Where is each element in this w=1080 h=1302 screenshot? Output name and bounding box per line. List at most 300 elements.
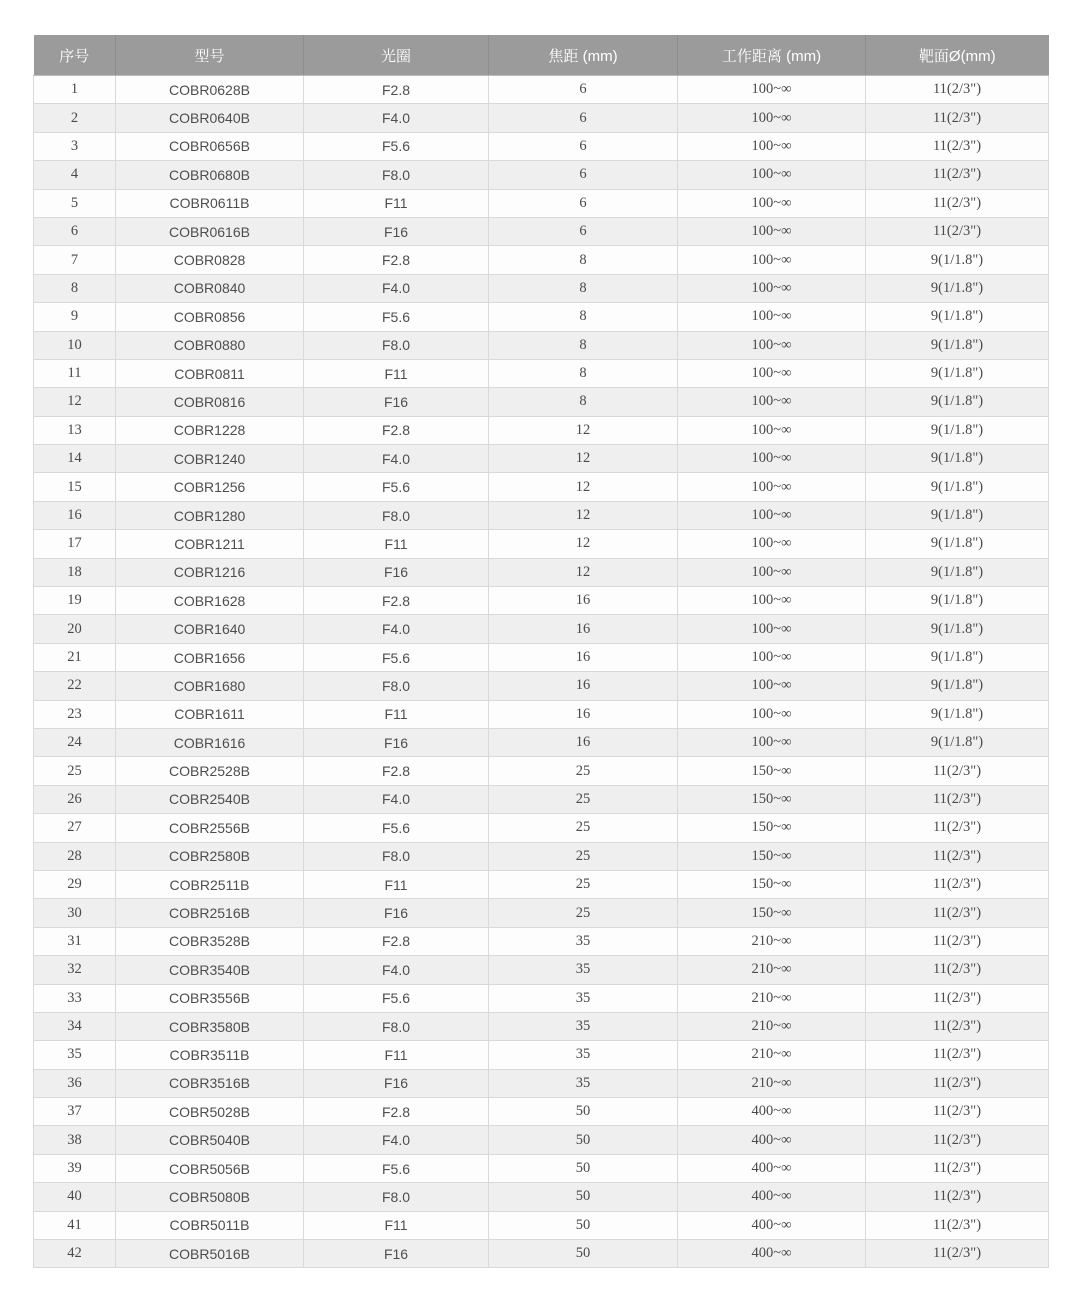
cell-focal-length: 25 <box>489 785 678 813</box>
cell-sensor-size: 9(1/1.8") <box>866 587 1049 615</box>
cell-aperture: F16 <box>304 1069 489 1097</box>
cell-model: COBR1256 <box>116 473 304 501</box>
cell-index: 18 <box>34 558 116 586</box>
cell-aperture: F11 <box>304 1211 489 1239</box>
cell-sensor-size: 11(2/3") <box>866 984 1049 1012</box>
cell-aperture: F4.0 <box>304 1126 489 1154</box>
cell-index: 19 <box>34 587 116 615</box>
cell-model: COBR2528B <box>116 757 304 785</box>
table-row <box>34 842 1049 870</box>
table-row <box>34 76 1049 104</box>
cell-aperture: F8.0 <box>304 161 489 189</box>
cell-sensor-size: 11(2/3") <box>866 785 1049 813</box>
cell-focal-length: 16 <box>489 643 678 671</box>
cell-aperture: F4.0 <box>304 956 489 984</box>
cell-focal-length: 16 <box>489 672 678 700</box>
cell-aperture: F2.8 <box>304 757 489 785</box>
cell-sensor-size: 11(2/3") <box>866 189 1049 217</box>
cell-working-distance: 210~∞ <box>678 984 866 1012</box>
cell-focal-length: 25 <box>489 842 678 870</box>
cell-aperture: F2.8 <box>304 76 489 104</box>
cell-index: 3 <box>34 132 116 160</box>
cell-sensor-size: 9(1/1.8") <box>866 445 1049 473</box>
table-row <box>34 1126 1049 1154</box>
table-row <box>34 303 1049 331</box>
column-header-model: 型号 <box>116 35 304 76</box>
cell-aperture: F4.0 <box>304 274 489 302</box>
cell-model: COBR2511B <box>116 870 304 898</box>
cell-sensor-size: 11(2/3") <box>866 927 1049 955</box>
cell-working-distance: 100~∞ <box>678 189 866 217</box>
table-row <box>34 274 1049 302</box>
cell-aperture: F2.8 <box>304 1098 489 1126</box>
cell-working-distance: 150~∞ <box>678 757 866 785</box>
cell-sensor-size: 11(2/3") <box>866 217 1049 245</box>
cell-aperture: F16 <box>304 1240 489 1268</box>
cell-working-distance: 100~∞ <box>678 587 866 615</box>
cell-sensor-size: 11(2/3") <box>866 899 1049 927</box>
cell-index: 38 <box>34 1126 116 1154</box>
cell-sensor-size: 11(2/3") <box>866 104 1049 132</box>
cell-index: 13 <box>34 416 116 444</box>
cell-aperture: F11 <box>304 530 489 558</box>
cell-index: 9 <box>34 303 116 331</box>
cell-model: COBR0680B <box>116 161 304 189</box>
cell-working-distance: 100~∞ <box>678 728 866 756</box>
table-row <box>34 700 1049 728</box>
cell-model: COBR5016B <box>116 1240 304 1268</box>
cell-sensor-size: 9(1/1.8") <box>866 530 1049 558</box>
cell-aperture: F5.6 <box>304 132 489 160</box>
cell-model: COBR0856 <box>116 303 304 331</box>
cell-sensor-size: 11(2/3") <box>866 814 1049 842</box>
cell-focal-length: 50 <box>489 1154 678 1182</box>
cell-index: 23 <box>34 700 116 728</box>
cell-aperture: F4.0 <box>304 615 489 643</box>
cell-index: 11 <box>34 359 116 387</box>
cell-sensor-size: 9(1/1.8") <box>866 558 1049 586</box>
lens-spec-table <box>33 35 1049 1268</box>
cell-focal-length: 8 <box>489 246 678 274</box>
column-header-focal-length: 焦距 (mm) <box>489 35 678 76</box>
cell-working-distance: 100~∞ <box>678 700 866 728</box>
cell-aperture: F8.0 <box>304 331 489 359</box>
cell-index: 12 <box>34 388 116 416</box>
cell-model: COBR0616B <box>116 217 304 245</box>
cell-sensor-size: 11(2/3") <box>866 1098 1049 1126</box>
cell-model: COBR0656B <box>116 132 304 160</box>
cell-focal-length: 16 <box>489 615 678 643</box>
cell-aperture: F8.0 <box>304 501 489 529</box>
cell-model: COBR0640B <box>116 104 304 132</box>
cell-focal-length: 35 <box>489 984 678 1012</box>
cell-index: 20 <box>34 615 116 643</box>
table-row <box>34 473 1049 501</box>
table-row <box>34 899 1049 927</box>
cell-working-distance: 100~∞ <box>678 246 866 274</box>
cell-aperture: F8.0 <box>304 1012 489 1040</box>
column-header-working-distance: 工作距离 (mm) <box>678 35 866 76</box>
cell-model: COBR3516B <box>116 1069 304 1097</box>
cell-sensor-size: 9(1/1.8") <box>866 303 1049 331</box>
cell-index: 2 <box>34 104 116 132</box>
cell-working-distance: 100~∞ <box>678 331 866 359</box>
table-row <box>34 132 1049 160</box>
cell-model: COBR2580B <box>116 842 304 870</box>
cell-index: 6 <box>34 217 116 245</box>
cell-model: COBR0880 <box>116 331 304 359</box>
table-row <box>34 445 1049 473</box>
cell-sensor-size: 9(1/1.8") <box>866 672 1049 700</box>
cell-index: 30 <box>34 899 116 927</box>
cell-model: COBR5028B <box>116 1098 304 1126</box>
cell-model: COBR2540B <box>116 785 304 813</box>
cell-model: COBR1656 <box>116 643 304 671</box>
table-row <box>34 558 1049 586</box>
cell-focal-length: 8 <box>489 388 678 416</box>
cell-model: COBR0840 <box>116 274 304 302</box>
cell-sensor-size: 11(2/3") <box>866 1012 1049 1040</box>
cell-aperture: F2.8 <box>304 246 489 274</box>
table-row <box>34 104 1049 132</box>
cell-focal-length: 12 <box>489 416 678 444</box>
cell-focal-length: 25 <box>489 899 678 927</box>
cell-aperture: F11 <box>304 189 489 217</box>
cell-model: COBR0611B <box>116 189 304 217</box>
cell-working-distance: 150~∞ <box>678 870 866 898</box>
table-row <box>34 757 1049 785</box>
cell-focal-length: 35 <box>489 1069 678 1097</box>
cell-sensor-size: 9(1/1.8") <box>866 416 1049 444</box>
cell-working-distance: 210~∞ <box>678 927 866 955</box>
cell-sensor-size: 9(1/1.8") <box>866 501 1049 529</box>
cell-sensor-size: 9(1/1.8") <box>866 246 1049 274</box>
cell-aperture: F8.0 <box>304 672 489 700</box>
cell-working-distance: 400~∞ <box>678 1154 866 1182</box>
table-row <box>34 359 1049 387</box>
cell-aperture: F11 <box>304 359 489 387</box>
cell-model: COBR5080B <box>116 1183 304 1211</box>
cell-model: COBR5011B <box>116 1211 304 1239</box>
cell-model: COBR3580B <box>116 1012 304 1040</box>
cell-working-distance: 210~∞ <box>678 956 866 984</box>
cell-focal-length: 8 <box>489 359 678 387</box>
cell-working-distance: 100~∞ <box>678 530 866 558</box>
cell-working-distance: 210~∞ <box>678 1012 866 1040</box>
cell-index: 8 <box>34 274 116 302</box>
cell-index: 32 <box>34 956 116 984</box>
cell-sensor-size: 11(2/3") <box>866 161 1049 189</box>
cell-working-distance: 150~∞ <box>678 785 866 813</box>
cell-working-distance: 100~∞ <box>678 672 866 700</box>
cell-working-distance: 100~∞ <box>678 303 866 331</box>
cell-focal-length: 6 <box>489 132 678 160</box>
cell-sensor-size: 11(2/3") <box>866 1240 1049 1268</box>
cell-index: 26 <box>34 785 116 813</box>
cell-aperture: F8.0 <box>304 842 489 870</box>
table-row <box>34 870 1049 898</box>
cell-working-distance: 100~∞ <box>678 359 866 387</box>
cell-aperture: F11 <box>304 700 489 728</box>
cell-working-distance: 100~∞ <box>678 217 866 245</box>
table-row <box>34 331 1049 359</box>
cell-index: 1 <box>34 76 116 104</box>
cell-aperture: F16 <box>304 728 489 756</box>
column-header-index: 序号 <box>34 35 116 76</box>
cell-model: COBR1240 <box>116 445 304 473</box>
cell-sensor-size: 11(2/3") <box>866 1154 1049 1182</box>
table-row <box>34 217 1049 245</box>
table-row <box>34 927 1049 955</box>
cell-aperture: F16 <box>304 558 489 586</box>
cell-index: 21 <box>34 643 116 671</box>
cell-focal-length: 35 <box>489 1041 678 1069</box>
cell-focal-length: 35 <box>489 927 678 955</box>
cell-index: 35 <box>34 1041 116 1069</box>
cell-index: 27 <box>34 814 116 842</box>
cell-focal-length: 35 <box>489 956 678 984</box>
cell-sensor-size: 9(1/1.8") <box>866 728 1049 756</box>
cell-model: COBR1611 <box>116 700 304 728</box>
cell-sensor-size: 9(1/1.8") <box>866 700 1049 728</box>
cell-model: COBR0828 <box>116 246 304 274</box>
table-row <box>34 416 1049 444</box>
cell-sensor-size: 11(2/3") <box>866 1041 1049 1069</box>
cell-focal-length: 12 <box>489 445 678 473</box>
table-row <box>34 1041 1049 1069</box>
cell-model: COBR3511B <box>116 1041 304 1069</box>
cell-focal-length: 8 <box>489 331 678 359</box>
cell-index: 33 <box>34 984 116 1012</box>
table-row <box>34 1211 1049 1239</box>
table-row <box>34 984 1049 1012</box>
cell-index: 14 <box>34 445 116 473</box>
cell-index: 34 <box>34 1012 116 1040</box>
cell-sensor-size: 9(1/1.8") <box>866 359 1049 387</box>
cell-index: 15 <box>34 473 116 501</box>
cell-model: COBR1640 <box>116 615 304 643</box>
table-row <box>34 785 1049 813</box>
table-row <box>34 587 1049 615</box>
cell-aperture: F5.6 <box>304 303 489 331</box>
cell-working-distance: 210~∞ <box>678 1069 866 1097</box>
cell-aperture: F4.0 <box>304 104 489 132</box>
cell-model: COBR0628B <box>116 76 304 104</box>
table-header <box>34 35 1049 76</box>
cell-working-distance: 100~∞ <box>678 416 866 444</box>
cell-focal-length: 6 <box>489 217 678 245</box>
cell-focal-length: 12 <box>489 473 678 501</box>
cell-working-distance: 100~∞ <box>678 473 866 501</box>
cell-focal-length: 12 <box>489 530 678 558</box>
cell-sensor-size: 11(2/3") <box>866 956 1049 984</box>
cell-model: COBR3556B <box>116 984 304 1012</box>
cell-sensor-size: 9(1/1.8") <box>866 615 1049 643</box>
cell-index: 36 <box>34 1069 116 1097</box>
cell-aperture: F16 <box>304 388 489 416</box>
table-row <box>34 1154 1049 1182</box>
table-row <box>34 615 1049 643</box>
cell-model: COBR1280 <box>116 501 304 529</box>
cell-sensor-size: 11(2/3") <box>866 1126 1049 1154</box>
cell-index: 7 <box>34 246 116 274</box>
cell-focal-length: 25 <box>489 814 678 842</box>
cell-focal-length: 50 <box>489 1126 678 1154</box>
cell-sensor-size: 11(2/3") <box>866 1183 1049 1211</box>
cell-aperture: F5.6 <box>304 984 489 1012</box>
cell-aperture: F2.8 <box>304 587 489 615</box>
column-header-aperture: 光圈 <box>304 35 489 76</box>
cell-model: COBR1616 <box>116 728 304 756</box>
cell-index: 37 <box>34 1098 116 1126</box>
cell-aperture: F2.8 <box>304 416 489 444</box>
cell-focal-length: 16 <box>489 587 678 615</box>
cell-focal-length: 16 <box>489 728 678 756</box>
cell-working-distance: 100~∞ <box>678 161 866 189</box>
cell-model: COBR0816 <box>116 388 304 416</box>
cell-working-distance: 400~∞ <box>678 1240 866 1268</box>
cell-index: 17 <box>34 530 116 558</box>
cell-model: COBR1228 <box>116 416 304 444</box>
cell-focal-length: 50 <box>489 1240 678 1268</box>
cell-model: COBR1628 <box>116 587 304 615</box>
cell-index: 42 <box>34 1240 116 1268</box>
cell-focal-length: 12 <box>489 501 678 529</box>
cell-working-distance: 100~∞ <box>678 76 866 104</box>
cell-working-distance: 400~∞ <box>678 1126 866 1154</box>
cell-index: 41 <box>34 1211 116 1239</box>
cell-sensor-size: 9(1/1.8") <box>866 473 1049 501</box>
cell-aperture: F11 <box>304 1041 489 1069</box>
cell-working-distance: 210~∞ <box>678 1041 866 1069</box>
cell-aperture: F5.6 <box>304 643 489 671</box>
cell-aperture: F4.0 <box>304 785 489 813</box>
cell-aperture: F16 <box>304 899 489 927</box>
cell-model: COBR0811 <box>116 359 304 387</box>
cell-working-distance: 100~∞ <box>678 274 866 302</box>
cell-focal-length: 25 <box>489 870 678 898</box>
cell-working-distance: 100~∞ <box>678 615 866 643</box>
cell-aperture: F2.8 <box>304 927 489 955</box>
cell-focal-length: 8 <box>489 303 678 331</box>
table-row <box>34 1183 1049 1211</box>
table-header-row <box>34 35 1049 76</box>
cell-sensor-size: 9(1/1.8") <box>866 388 1049 416</box>
cell-focal-length: 6 <box>489 76 678 104</box>
cell-sensor-size: 11(2/3") <box>866 870 1049 898</box>
cell-index: 29 <box>34 870 116 898</box>
cell-aperture: F16 <box>304 217 489 245</box>
cell-working-distance: 100~∞ <box>678 643 866 671</box>
cell-index: 28 <box>34 842 116 870</box>
cell-focal-length: 50 <box>489 1098 678 1126</box>
cell-sensor-size: 11(2/3") <box>866 1069 1049 1097</box>
table-row <box>34 1098 1049 1126</box>
cell-index: 5 <box>34 189 116 217</box>
column-header-sensor-size: 靶面Ø(mm) <box>866 35 1049 76</box>
cell-aperture: F5.6 <box>304 814 489 842</box>
cell-working-distance: 100~∞ <box>678 388 866 416</box>
cell-sensor-size: 9(1/1.8") <box>866 331 1049 359</box>
cell-sensor-size: 11(2/3") <box>866 1211 1049 1239</box>
cell-focal-length: 25 <box>489 757 678 785</box>
cell-focal-length: 6 <box>489 161 678 189</box>
table-row <box>34 161 1049 189</box>
cell-working-distance: 100~∞ <box>678 445 866 473</box>
table-row <box>34 672 1049 700</box>
table-row <box>34 246 1049 274</box>
table-row <box>34 530 1049 558</box>
cell-working-distance: 100~∞ <box>678 501 866 529</box>
cell-model: COBR2556B <box>116 814 304 842</box>
cell-sensor-size: 9(1/1.8") <box>866 274 1049 302</box>
cell-working-distance: 100~∞ <box>678 104 866 132</box>
cell-model: COBR1211 <box>116 530 304 558</box>
cell-aperture: F5.6 <box>304 473 489 501</box>
cell-working-distance: 100~∞ <box>678 132 866 160</box>
cell-index: 22 <box>34 672 116 700</box>
cell-index: 4 <box>34 161 116 189</box>
cell-aperture: F11 <box>304 870 489 898</box>
cell-focal-length: 6 <box>489 189 678 217</box>
cell-focal-length: 35 <box>489 1012 678 1040</box>
cell-focal-length: 16 <box>489 700 678 728</box>
cell-working-distance: 400~∞ <box>678 1211 866 1239</box>
cell-focal-length: 50 <box>489 1183 678 1211</box>
cell-focal-length: 6 <box>489 104 678 132</box>
cell-working-distance: 150~∞ <box>678 842 866 870</box>
cell-working-distance: 400~∞ <box>678 1098 866 1126</box>
cell-focal-length: 12 <box>489 558 678 586</box>
cell-sensor-size: 11(2/3") <box>866 76 1049 104</box>
cell-index: 31 <box>34 927 116 955</box>
table-row <box>34 814 1049 842</box>
cell-model: COBR1680 <box>116 672 304 700</box>
cell-focal-length: 8 <box>489 274 678 302</box>
table-row <box>34 728 1049 756</box>
cell-working-distance: 150~∞ <box>678 899 866 927</box>
cell-model: COBR5040B <box>116 1126 304 1154</box>
cell-index: 10 <box>34 331 116 359</box>
cell-aperture: F4.0 <box>304 445 489 473</box>
cell-working-distance: 100~∞ <box>678 558 866 586</box>
cell-sensor-size: 11(2/3") <box>866 757 1049 785</box>
cell-sensor-size: 9(1/1.8") <box>866 643 1049 671</box>
cell-aperture: F5.6 <box>304 1154 489 1182</box>
table-row <box>34 643 1049 671</box>
cell-model: COBR3528B <box>116 927 304 955</box>
table-row <box>34 189 1049 217</box>
cell-model: COBR3540B <box>116 956 304 984</box>
cell-index: 16 <box>34 501 116 529</box>
table-body <box>34 76 1049 1268</box>
cell-working-distance: 150~∞ <box>678 814 866 842</box>
table-row <box>34 1069 1049 1097</box>
cell-model: COBR2516B <box>116 899 304 927</box>
table-row <box>34 1240 1049 1268</box>
cell-aperture: F8.0 <box>304 1183 489 1211</box>
table-row <box>34 501 1049 529</box>
cell-working-distance: 400~∞ <box>678 1183 866 1211</box>
cell-index: 39 <box>34 1154 116 1182</box>
table-row <box>34 956 1049 984</box>
table-row <box>34 1012 1049 1040</box>
cell-index: 25 <box>34 757 116 785</box>
cell-model: COBR5056B <box>116 1154 304 1182</box>
cell-sensor-size: 11(2/3") <box>866 842 1049 870</box>
cell-focal-length: 50 <box>489 1211 678 1239</box>
cell-model: COBR1216 <box>116 558 304 586</box>
